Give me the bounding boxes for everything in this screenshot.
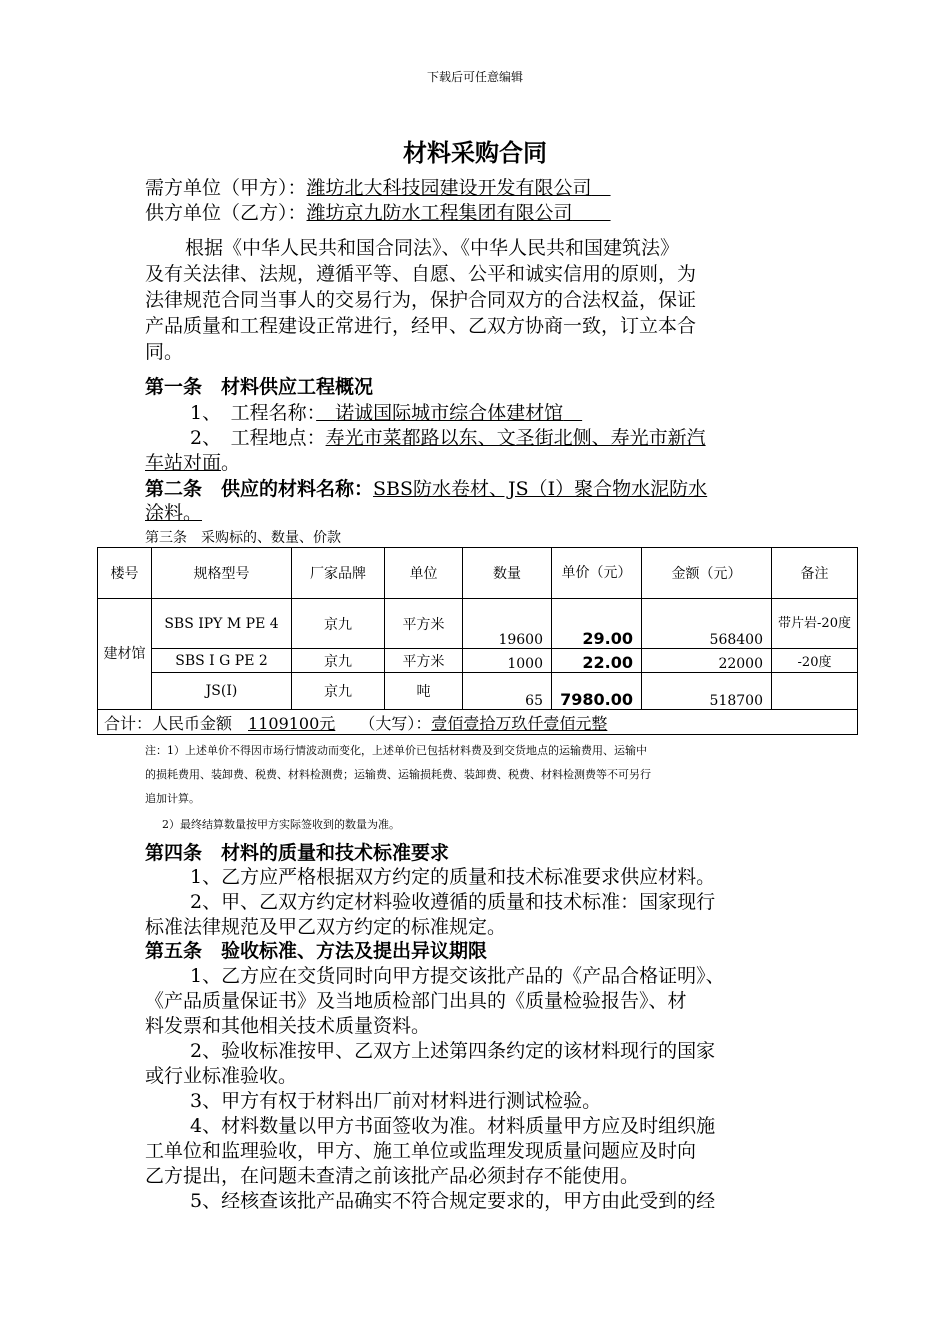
seller-name: 潍坊京九防水工程集团有限公司 [306, 202, 573, 224]
table-row [98, 673, 858, 710]
note-line: 注：1）上述单价不得因市场行情波动而变化，上述单价已包括材料费及到交货地点的运输费用、运输中 [145, 744, 647, 757]
article1-item2: 2、 工程地点：寿光市菜都路以东、文圣街北侧、寿光市新汽 [190, 427, 706, 449]
article5-line: 乙方提出，在问题未查清之前该批产品必须封存不能使用。 [145, 1165, 640, 1187]
buyer-label: 需方单位（甲方）： [145, 177, 307, 199]
col-header: 备注 [772, 548, 858, 599]
project-location: 寿光市菜都路以东、文圣街北侧、寿光市新汽 [325, 427, 706, 449]
note-line: 的损耗费用、装卸费、税费、材料检测费；运输费、运输损耗费、装卸费、税费、材料检测费等不可另行 [145, 768, 651, 781]
qty-cell: 19600 [463, 599, 552, 649]
remark-cell: 带片岩-20度 [772, 599, 858, 649]
preamble-line: 产品质量和工程建设正常进行，经甲、乙双方协商一致，订立本合 [145, 315, 697, 337]
brand-cell: 京九 [292, 673, 385, 710]
article5-line: 2、验收标准按甲、乙双方上述第四条约定的该材料现行的国家 [190, 1040, 716, 1062]
article5-heading: 第五条 验收标准、方法及提出异议期限 [145, 940, 488, 962]
header-note: 下载后可任意编辑 [426, 70, 523, 84]
spec-cell: SBS Ⅰ G PE 2 [152, 649, 292, 673]
spec-cell: SBS ⅠPY M PE 4 [152, 599, 292, 649]
total-caps-label: （大写）： [367, 713, 432, 733]
preamble-line: 根据《中华人民共和国合同法》、《中华人民共和国建筑法》 [185, 237, 680, 259]
amount-cell: 518700 [642, 673, 772, 710]
col-header: 金额（元） [642, 548, 772, 599]
brand-cell: 京九 [292, 599, 385, 649]
price-cell: 22.00 [552, 649, 642, 673]
article4-heading: 第四条 材料的质量和技术标准要求 [145, 842, 450, 864]
article1-item1: 1、 工程名称： 诺诚国际城市综合体建材馆 [190, 402, 564, 424]
total-label: 合计：人民币金额 [104, 713, 233, 733]
col-header: 单价（元） [552, 548, 642, 599]
price-cell: 7980.00 [552, 673, 642, 710]
total-amount: 1109100元 [248, 713, 336, 733]
col-header: 厂家品牌 [292, 548, 385, 599]
seller-label: 供方单位（乙方）： [145, 202, 307, 224]
article5-line: 工单位和监理验收，甲方、施工单位或监理发现质量问题应及时向 [145, 1140, 697, 1162]
qty-cell: 65 [463, 673, 552, 710]
article4-line: 2、甲、乙双方约定材料验收遵循的质量和技术标准：国家现行 [190, 891, 716, 913]
unit-cell: 平方米 [385, 599, 463, 649]
project-name: 诺诚国际城市综合体建材馆 [335, 402, 564, 424]
brand-cell: 京九 [292, 649, 385, 673]
price-cell: 29.00 [552, 599, 642, 649]
col-header: 规格型号 [152, 548, 292, 599]
note-line: 2）最终结算数量按甲方实际签收到的数量为准。 [162, 818, 400, 831]
col-header: 单位 [385, 548, 463, 599]
article5-line: 或行业标准验收。 [145, 1065, 298, 1087]
table-row [98, 649, 858, 673]
article2-heading: 第二条 供应的材料名称： [145, 478, 374, 500]
preamble-line: 及有关法律、法规，遵循平等、自愿、公平和诚实信用的原则，为 [145, 263, 697, 285]
qty-cell: 1000 [463, 649, 552, 673]
remark-cell [772, 673, 858, 710]
building-cell: 建材馆 [98, 599, 152, 710]
table-row [98, 599, 858, 649]
article5-line: 料发票和其他相关技术质量资料。 [145, 1015, 431, 1037]
page-title: 材料采购合同 [403, 139, 547, 167]
article4-line: 标准法律规范及甲乙双方约定的标准规定。 [145, 916, 507, 938]
article1-heading: 第一条 材料供应工程概况 [145, 376, 374, 398]
preamble-line: 法律规范合同当事人的交易行为，保护合同双方的合法权益，保证 [145, 289, 697, 311]
col-header: 楼号 [98, 548, 152, 599]
article5-line: 4、材料数量以甲方书面签收为准。材料质量甲方应及时组织施 [190, 1115, 716, 1137]
article3-heading: 第三条 采购标的、数量、价款 [145, 530, 341, 546]
buyer-line [145, 175, 611, 201]
seller-line [145, 200, 611, 226]
amount-cell: 22000 [642, 649, 772, 673]
article5-line: 3、甲方有权于材料出厂前对材料进行测试检验。 [190, 1090, 602, 1112]
unit-cell: 吨 [385, 673, 463, 710]
col-header: 数量 [463, 548, 552, 599]
article5-line: 1、乙方应在交货同时向甲方提交该批产品的《产品合格证明》、 [190, 965, 725, 987]
article2-line [145, 476, 707, 502]
remark-cell: -20度 [772, 649, 858, 673]
article4-line: 1、乙方应严格根据双方约定的质量和技术标准要求供应材料。 [190, 866, 716, 888]
note-line: 追加计算。 [145, 792, 200, 805]
article1-item2-cont: 车站对面。 [145, 452, 241, 474]
unit-cell: 平方米 [385, 649, 463, 673]
material-name: SBS防水卷材、JS（Ⅰ）聚合物水泥防水 [373, 478, 708, 500]
spec-cell: JS(Ⅰ) [152, 673, 292, 710]
preamble-line: 同。 [145, 341, 184, 363]
article5-line: 《产品质量保证书》及当地质检部门出具的《质量检验报告》、材 [145, 990, 687, 1012]
amount-cell: 568400 [642, 599, 772, 649]
total-row [98, 710, 858, 735]
article2-cont: 涂料。 [145, 502, 203, 524]
price-table [97, 547, 858, 735]
article5-line: 5、经核查该批产品确实不符合规定要求的，甲方由此受到的经 [190, 1190, 716, 1212]
buyer-name: 潍坊北大科技园建设开发有限公司 [306, 177, 592, 199]
total-caps: 壹佰壹拾万玖仟壹佰元整 [431, 713, 608, 733]
